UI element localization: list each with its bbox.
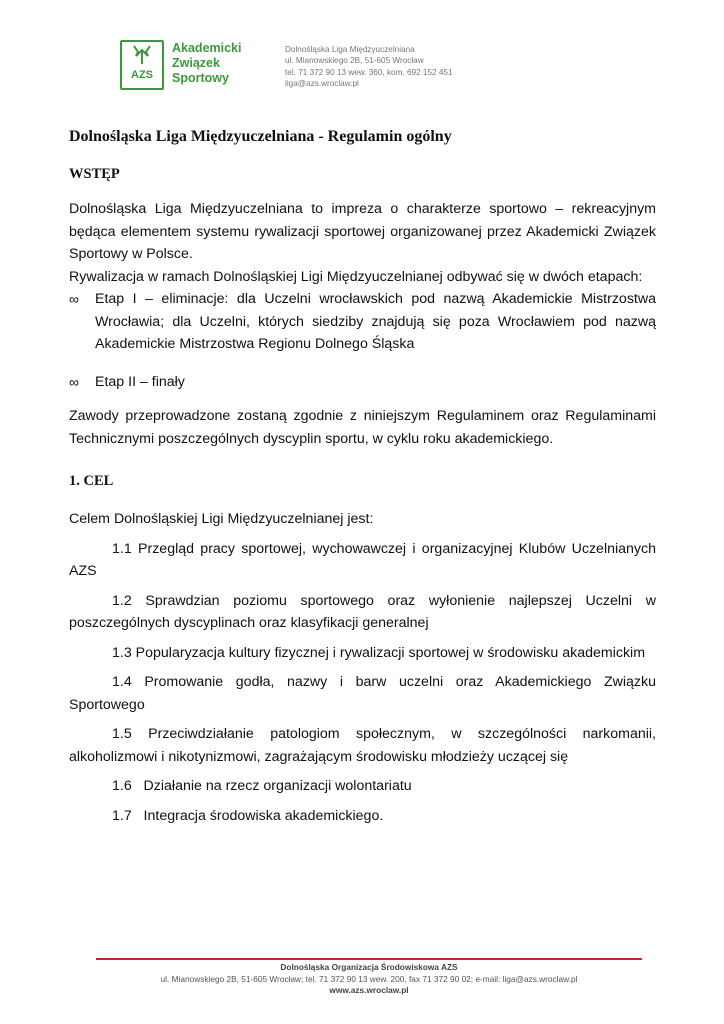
goal-item: 1.7 Integracja środowiska akademickiego. (112, 807, 384, 824)
infinity-bullet-icon: ∞ (69, 373, 79, 390)
footer-org-name: Dolnośląska Organizacja Środowiskowa AZS (280, 962, 458, 972)
goal-item: 1.3 Popularyzacja kultury fizycznej i rywalizacji sportowej w środowisku akademickim (112, 644, 646, 661)
closing-paragraph: Zawody przeprowadzone zostaną zgodnie z niniejszym Regulaminem oraz Regulaminami Technicznymi poszczególnych dyscyplin sportu, w cyklu roku akademickiego. (69, 408, 656, 447)
org-line: tel. 71 372 90 13 wew. 360, kom. 692 152 451 (285, 67, 453, 77)
document-title: Dolnośląska Liga Międzyuczelniana - Regulamin ogólny (69, 128, 452, 145)
intro-paragraph: Dolnośląska Liga Międzyuczelniana to impreza o charakterze sportowo – rekreacyjnym będąca elementem systemu rywalizacji sportowej organizowanej przez Akademicki Związek Sportowy w Polsce. (69, 201, 656, 262)
org-contact-block (285, 44, 453, 89)
section1-intro: Celem Dolnośląskiej Ligi Międzyuczelnianej jest: (69, 511, 374, 527)
goal-item: 1.5 Przeciwdziałanie patologiom społecznym, w szczególności narkomanii, alkoholizmowi i nikotynizmowi, zagrażającym środowisku młodzieży uczącej się (69, 726, 656, 765)
logo-mark-text: AZS (131, 69, 153, 81)
org-line: ul. Mianowskiego 2B, 51-605 Wrocław (285, 56, 424, 66)
section1-heading: 1. CEL (69, 473, 114, 489)
list-item (69, 371, 656, 394)
azs-logo-icon (120, 40, 164, 90)
goal-item: 1.6 Działanie na rzecz organizacji wolontariatu (112, 778, 412, 794)
org-email: liga@azs.wroclaw.pl (285, 78, 359, 88)
stages-list (69, 288, 656, 393)
goal-item: 1.4 Promowanie godła, nazwy i barw uczelni oraz Akademickiego Związku Sportowego (69, 674, 656, 713)
stages-intro: Rywalizacja w ramach Dolnośląskiej Ligi Międzyuczelnianej odbywać się w dwóch etapach: (69, 268, 643, 285)
infinity-bullet-icon: ∞ (69, 291, 79, 307)
goal-item: 1.2 Sprawdzian poziomu sportowego oraz wyłonienie najlepszej Uczelni w poszczególnych dyscyplinach oraz klasyfikacji generalnej (69, 592, 656, 631)
footer-contact: ul. Mianowskiego 2B, 51-605 Wrocław; tel. 71 372 90 13 wew. 200, fax 71 372 90 02; e-mail: liga@azs.wroclaw.pl (160, 973, 578, 984)
logo-line: Związek (172, 56, 220, 70)
org-line: Dolnośląska Liga Międzyuczelniana (285, 45, 415, 54)
document-body (69, 126, 656, 827)
logo-wordmark (172, 41, 241, 86)
footer-divider (96, 958, 642, 960)
logo-line: Sportowy (172, 71, 229, 85)
goal-item: 1.1 Przegląd pracy sportowej, wychowawczej i organizacyjnej Klubów Uczelnianych AZS (69, 540, 656, 579)
stage-text: Etap II – finały (95, 373, 185, 390)
list-item (69, 288, 656, 356)
intro-heading: WSTĘP (69, 166, 120, 182)
footer-website: www.azs.wroclaw.pl (329, 985, 409, 995)
footer (96, 962, 642, 997)
logo-line: Akademicki (172, 41, 242, 55)
stage-text: Etap I – eliminacje: dla Uczelni wrocławskich pod nazwą Akademickie Mistrzostwa Wrocławia; dla Uczelni, których siedziby znajdują się poza Wrocławiem pod nazwą Akademickie Mistrzostwa Regionu Dolnego Śląska (95, 291, 656, 352)
